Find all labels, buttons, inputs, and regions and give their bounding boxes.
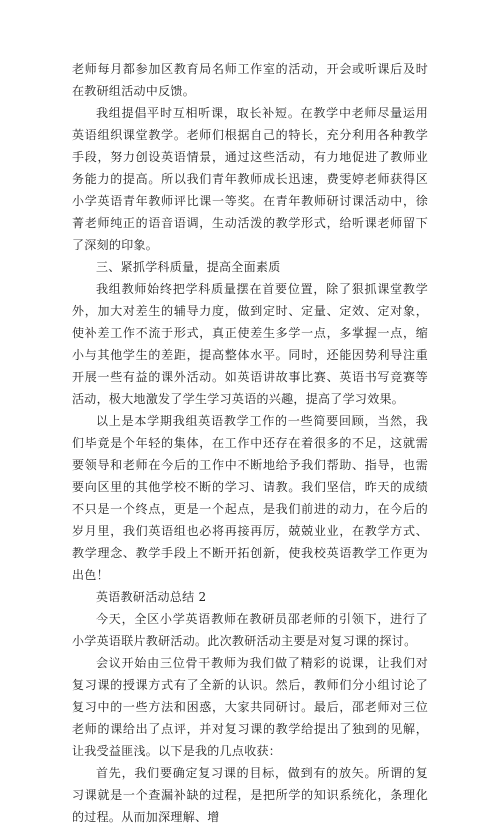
paragraph-first: 首先，我们要确定复习课的目标，做到有的放矢。所谓的复习课就是一个查漏补缺的过程，是把所学的知识系统化，条理化的过程。从而加深理解、增 (72, 766, 428, 824)
section-heading-summary-2: 英语教研活动总结 2 (96, 590, 207, 604)
paragraph-peer-observation: 我组提倡平时互相听课，取长补短。在教学中老师尽量运用英语组织课堂教学。老师们根据自己的特长，充分利用各种教学手段，努力创设英语情景，通过这些活动，有力地促进了教师业务能力的提高。所以我们青年教师成长迅速，费雯婷老师获得区小学英语青年教师评比课一等奖。在青年教师研讨课活动中，徐菁老师纯正的语音语调，生动活泼的教学形式，给听课老师留下了深刻的印象。 (72, 106, 428, 252)
paragraph-meeting: 会议开始由三位骨干教师为我们做了精彩的说课，让我们对复习课的授课方式有了全新的认识。然后，教师们分小组讨论了复习中的一些方法和困惑，大家共同研讨。最后，邵老师对三位老师的课给出了点评，并对复习课的教学给提出了独到的见解，让我受益匪浅。以下是我的几点收获： (72, 656, 428, 758)
paragraph-today: 今天，全区小学英语教师在教研员邵老师的引领下，进行了小学英语联片教研活动。此次教研活动主要是对复习课的探讨。 (72, 612, 428, 648)
paragraph-subject-quality: 我组教师始终把学科质量摆在首要位置，除了狠抓课堂教学外，加大对差生的辅导力度，做到定时、定量、定效、定对象，使补差工作不流于形式，真正使差生多学一点，多掌握一点，缩小与其他学生的差距，提高整体水平。同时，还能因势利导注重开展一些有益的课外活动。如英语讲故事比赛、英语书写竞赛等活动，极大地激发了学生学习英语的兴趣，提高了学习效果。 (72, 282, 428, 406)
paragraph-summary: 以上是本学期我组英语教学工作的一些简要回顾，当然，我们毕竟是个年轻的集体，在工作中还存在着很多的不足，这就需要领导和老师在今后的工作中不断地给予我们帮助、指导，也需要向区里的其他学校不断的学习、请教。我们坚信，昨天的成绩不只是一个终点，更是一个起点，是我们前进的动力，在今后的岁月里，我们英语组也必将再接再厉，兢兢业业，在教学方式、教学理念、教学手段上不断开拓创新，使我校英语教学工作更为出色！ (72, 414, 428, 582)
paragraph-continued: 老师每月都参加区教育局名师工作室的活动，开会或听课后及时在教研组活动中反馈。 (72, 62, 428, 98)
section-heading-quality: 三、紧抓学科质量，提高全面素质 (96, 260, 281, 274)
